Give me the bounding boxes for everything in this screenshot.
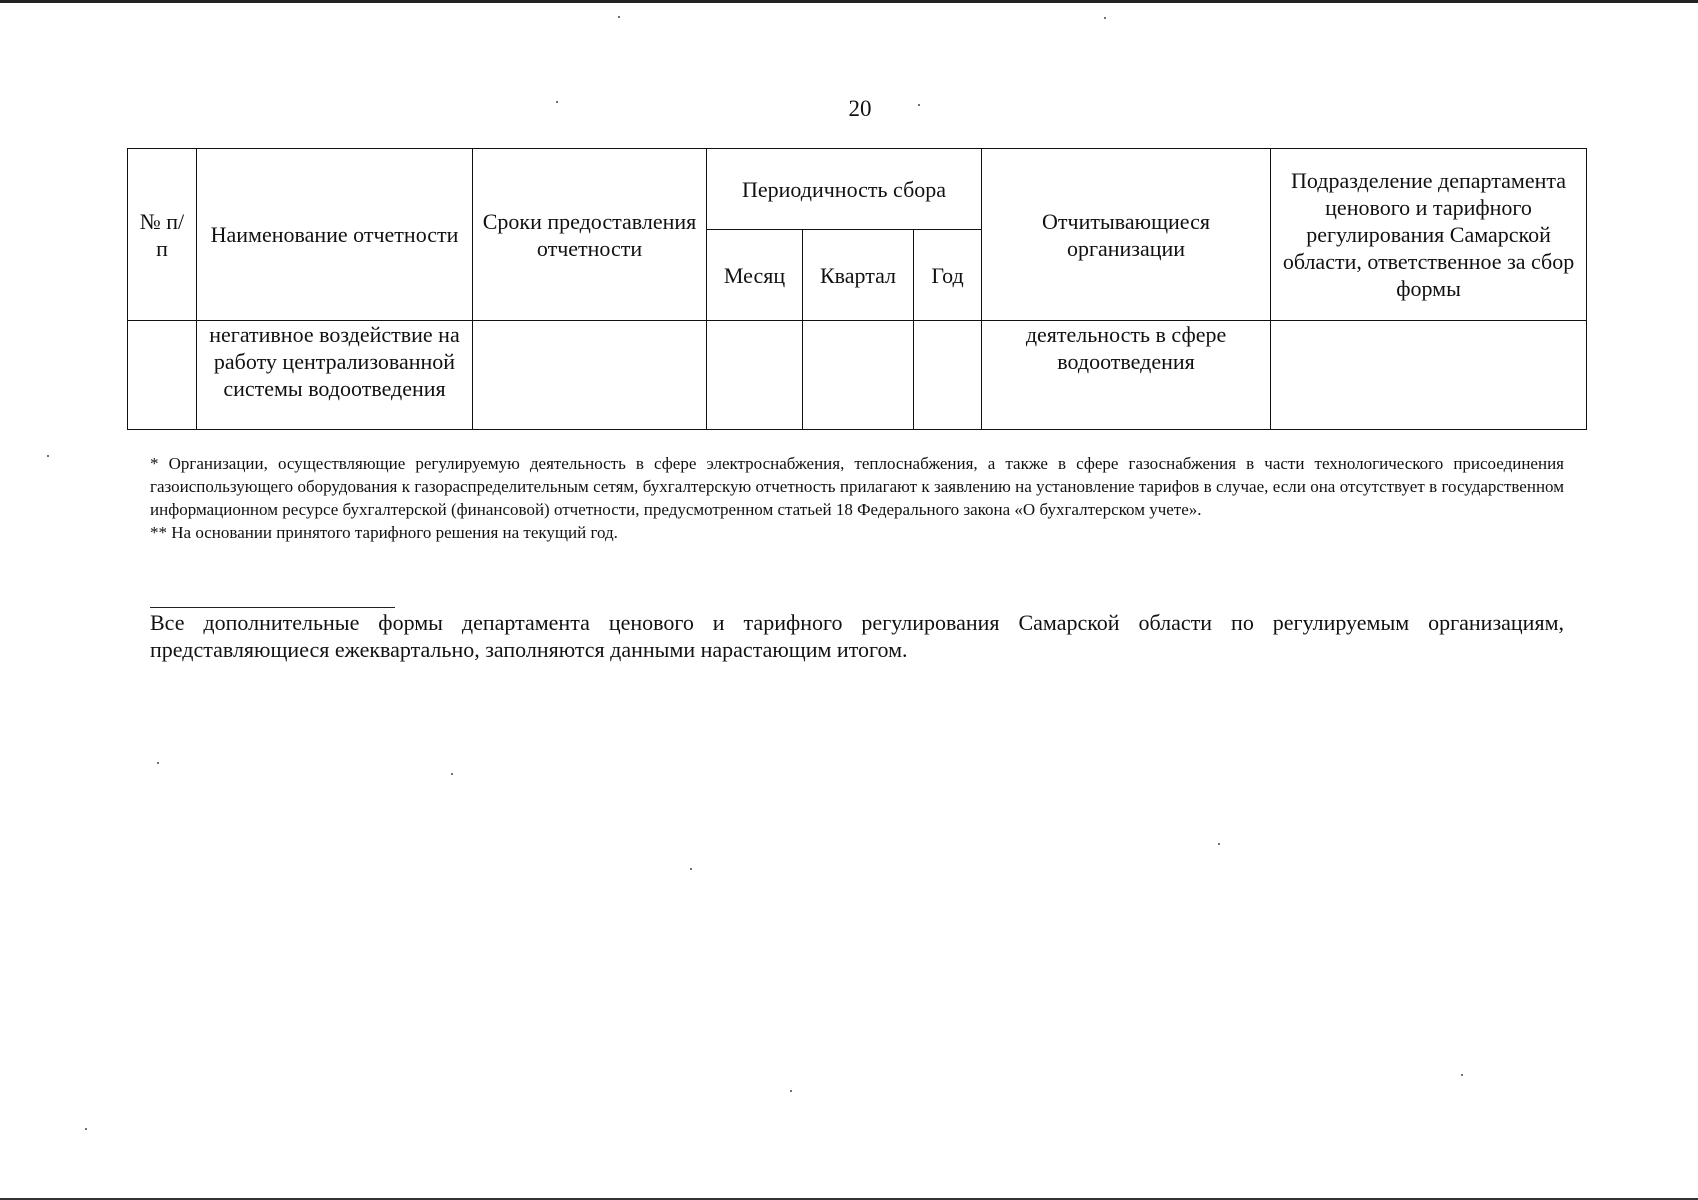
- header-month: Месяц: [707, 230, 803, 321]
- scan-speck: [1104, 17, 1106, 19]
- cell-responsible-department: [1271, 321, 1587, 430]
- footnotes: [150, 452, 1564, 544]
- page-number: 20: [848, 96, 872, 121]
- table-row: [128, 321, 1587, 430]
- cell-deadlines: [473, 321, 707, 430]
- cell-year: [914, 321, 982, 430]
- header-quarter: Квартал: [803, 230, 914, 321]
- footnote-separator-line: [150, 607, 395, 608]
- final-note: Все дополнительные формы департамента ценового и тарифного регулирования Самарской области по регулируемым организациям, представляющиеся ежеквартально, заполняются данными нарастающим итогом.: [150, 610, 1564, 662]
- scan-speck: [556, 101, 558, 103]
- header-responsible-department: Подразделение департамента ценового и тарифного регулирования Самарской области, ответственное за сбор формы: [1271, 149, 1587, 321]
- scan-speck: [1218, 843, 1220, 845]
- scan-speck: [690, 868, 692, 870]
- footnote-double-star: ** На основании принятого тарифного решения на текущий год.: [150, 523, 618, 542]
- scan-speck: [790, 1090, 792, 1092]
- scan-top-edge: [0, 0, 1698, 3]
- cell-number: [128, 321, 197, 430]
- header-periodicity: Периодичность сбора: [707, 149, 982, 230]
- cell-quarter: [803, 321, 914, 430]
- scan-speck: [85, 1128, 87, 1130]
- scan-speck: [618, 16, 620, 18]
- cell-reporting-organizations: деятельность в сфере водоотведения: [982, 321, 1271, 430]
- scan-speck: [1461, 1074, 1463, 1076]
- footnote-single-star: * Организации, осуществляющие регулируемую деятельность в сфере электроснабжения, теплоснабжения, а также в сфере газоснабжения в части технологического присоединения газоиспользующего оборудования к газораспределительным сетям, бухгалтерскую отчетность прилагают к заявлению на установление тарифов в случае, если она отсутствует в государственном информационном ресурсе бухгалтерской (финансовой) отчетности, предусмотренном статьей 18 Федерального закона «О бухгалтерском учете».: [150, 454, 1564, 519]
- header-reporting-organizations: Отчитывающиеся организации: [982, 149, 1271, 321]
- header-number: № п/п: [128, 149, 197, 321]
- header-deadlines: Сроки предоставления отчетности: [473, 149, 707, 321]
- scan-speck: [451, 773, 453, 775]
- header-report-name: Наименование отчетности: [197, 149, 473, 321]
- scan-speck: [157, 762, 159, 764]
- cell-month: [707, 321, 803, 430]
- header-year: Год: [914, 230, 982, 321]
- scan-speck: [918, 104, 920, 106]
- reporting-table: [127, 148, 1587, 430]
- table-header-row: [128, 149, 1587, 230]
- cell-report-name: негативное воздействие на работу централизованной системы водоотведения: [197, 321, 473, 430]
- scan-speck: [47, 455, 49, 457]
